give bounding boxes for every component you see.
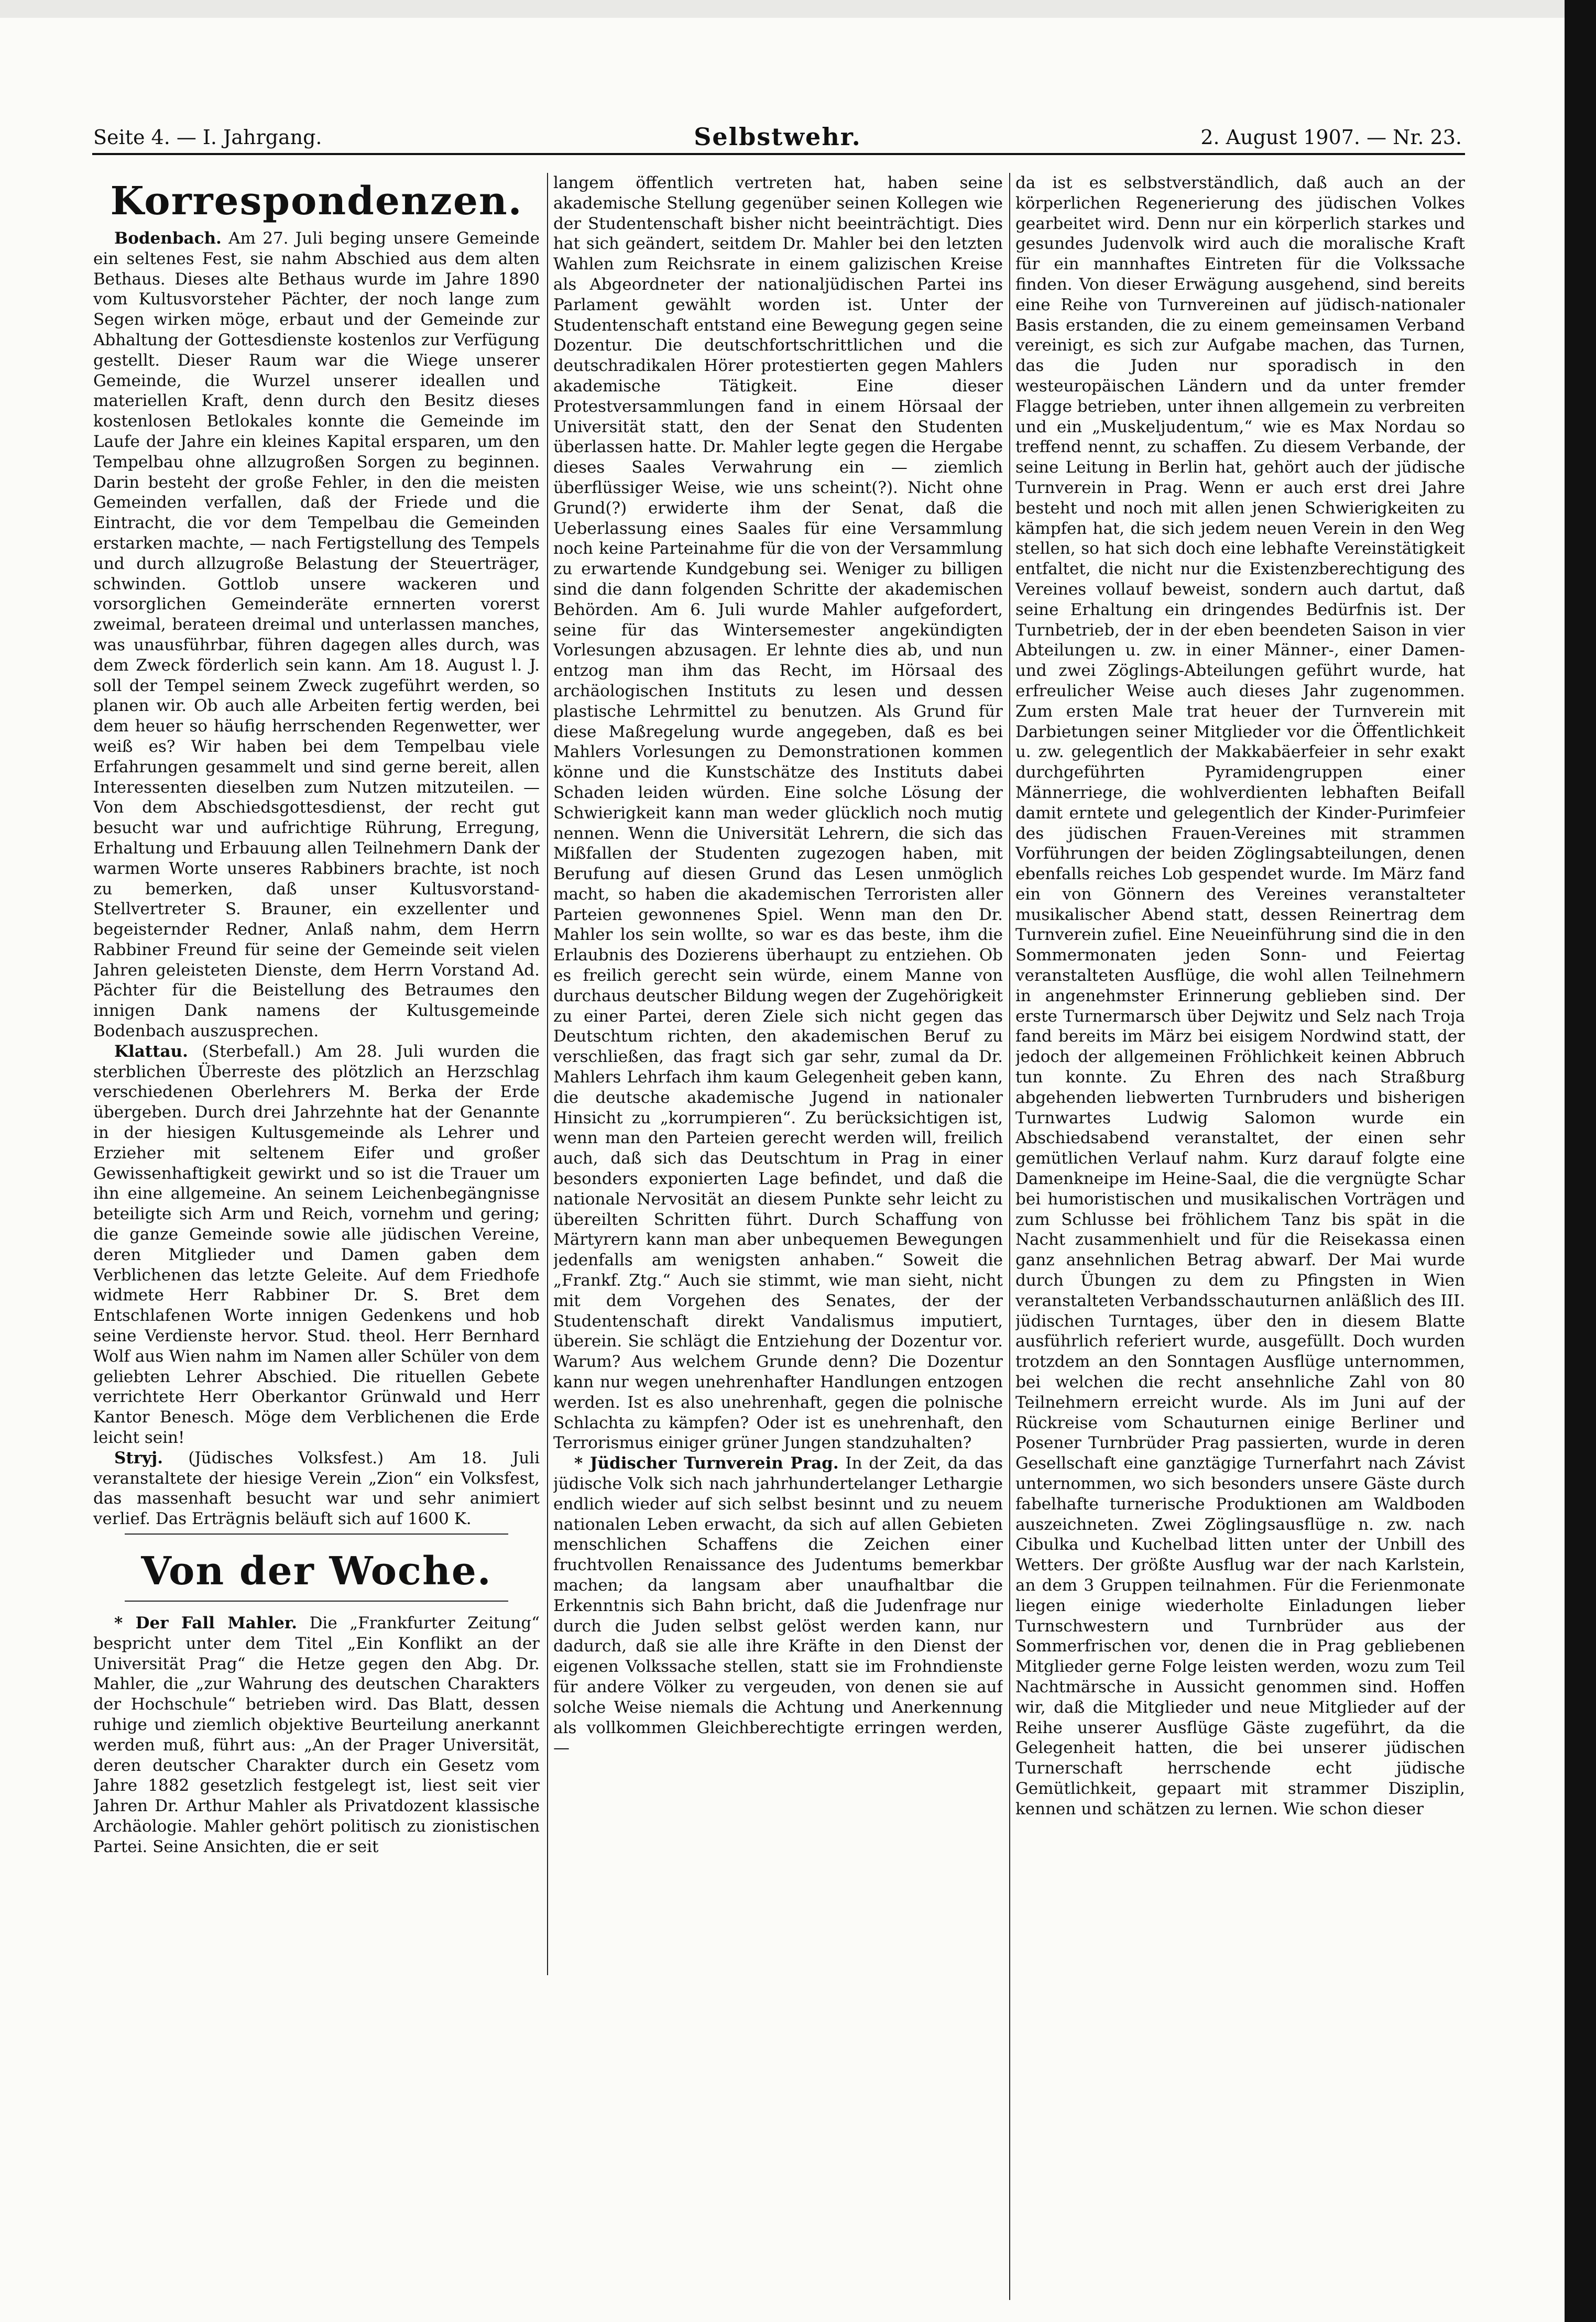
column-divider-1 [547, 173, 548, 1975]
article-turnverein-continued: da ist es selbstverständlich, daß auch an der körperlichen Regenerierung des jüdischen Volkes gearbeitet wird. Denn nur ein körperlich starkes und gesundes Judenvolk wird auch die moralische Kraft für ein mannhaftes Eintreten für die Volkssache finden. Von dieser Erwägung ausgehend, sind bereits eine Reihe von Turnvereinen auf jüdisch-nationaler Basis erstanden, die zu einem gemeinsamen Verband vereinigt, es sich zur Aufgabe machen, das Turnen, das die Juden nur sporadisch in den westeuropäischen Ländern und da unter fremder Flagge betrieben, unter ihnen allgemein zu verbreiten und ein „Muskeljudentum,“ wie es Max Nordau so treffend nennt, zu schaffen. Zu diesem Verbande, der seine Leitung in Berlin hat, gehört auch der jüdische Turnverein in Prag. Wenn er auch erst drei Jahre besteht und noch mit allen jenen Schwierigkeiten zu kämpfen hat, die sich jedem neuen Verein in den Weg stellen, so hat sich doch eine lebhafte Vereinstätigkeit entfaltet, die nicht nur die Existenzberechtigung des Vereines vollauf beweist, sondern auch dartut, daß seine Erhaltung ein dringendes Bedürfnis ist. Der Turnbetrieb, der in der eben beendeten Saison in vier Abteilungen u. zw. in einer Männer-, einer Damen- und zwei Zöglings-Abteilungen geführt wurde, hat erfreulicher Weise auch dieses Jahr zugenommen. Zum ersten Male trat heuer der Turnverein mit Darbietungen seiner Mitglieder vor die Öffentlichkeit u. zw. gelegentlich der Makkabäerfeier in sehr exakt durchgeführten Pyramidengruppen einer Männerriege, die wohlverdienten lebhaften Beifall damit erntete und gelegentlich der Kinder-Purimfeier des jüdischen Frauen-Vereines mit strammen Vorführungen der beiden Zöglingsabteilungen, denen ebenfalls reiches Lob gespendet wurde. Im März fand ein von Gönnern des Vereines veranstalteter musikalischer Abend statt, dessen Reinertrag dem Turnverein zufiel. Eine Neueinführung sind die in den Sommermonaten jeden Sonn- und Feiertag veranstalteten Ausflüge, die wohl allen Teilnehmern in angenehmster Erinnerung geblieben sind. Der erste Turnermarsch über Dejwitz und Selz nach Troja fand bereits im März bei eisigem Nordwind statt, der jedoch der allgemeinen Fröhlichkeit keinen Abbruch tun konnte. Zu Ehren des nach Straßburg abgehenden liebwerten Turnbruders und bisherigen Turnwartes Ludwig Salomon wurde ein Abschiedsabend veranstaltet, der einen sehr gemütlichen Verlauf nahm. Kurz darauf folgte eine Damenkneipe im Heine-Saal, die die vergnügte Schar bei humoristischen und musikalischen Vorträgen und zum Schlusse bei fröhlichem Tanz bis spät in die Nacht zusammenhielt und für die Reisekassa einen ganz ansehnlichen Betrag abwarf. Der Mai wurde durch Übungen zu dem zu Pfingsten in Wien veranstalteten Verbandsschauturnen anläßlich des III. jüdischen Turntages, über den in diesem Blatte ausführlich referiert wurde, ausgefüllt. Doch wurden trotzdem an den Sonntagen Ausflüge unternommen, bei welchen die recht ansehnliche Zahl von 80 Teilnehmern erreicht wurde. Als im Juni auf der Rückreise vom Schauturnen einige Berliner und Posener Turnbrüder Prag passierten, wurde in deren Gesellschaft eine ganztägige Turnerfahrt nach Závist unternommen, wo sich besonders unsere Gäste durch fabelhafte turnerische Produktionen am Waldboden auszeichneten. Zwei Zöglingsausflüge n. zw. nach Cibulka und Kuchelbad litten unter der Unbill des Wetters. Der größte Ausflug war der nach Karlstein, an dem 3 Gruppen teilnahmen. Für die Ferienmonate liegen einige wiederholte Einladungen lieber Turnschwestern und Turnbrüder aus der Sommerfrischen vor, denen die in Prag gebliebenen Mitglieder gerne Folge leisten werden, wozu zum Teil Nachtmärsche in Aussicht genommen sind. Hoffen wir, daß die Mitglieder und neue Mitglieder auf der Reihe unserer Ausflüge Gäste zugeführt, da die Gelegenheit hatten, die bei unserer jüdischen Turnerschaft herrschende echt jüdische Gemütlichkeit, gepaart mit strammer Disziplin, kennen und schätzen zu lernen. Wie schon dieser [1015, 173, 1465, 1819]
heading-turnverein: * Jüdischer Turnverein Prag. [574, 1454, 839, 1473]
section-title-korrespondenzen: Korrespondenzen. [110, 179, 523, 224]
article-bodenbach [93, 228, 540, 1042]
column-1 [93, 173, 540, 2310]
header-date-issue: 2. August 1907. — Nr. 23. [1200, 126, 1462, 149]
header-newspaper-title: Selbstwehr. [694, 123, 861, 151]
article-turnverein [553, 1453, 1003, 1758]
header-page-number: Seite 4. — I. Jahrgang. [93, 126, 322, 149]
heading-fall-mahler: * Der Fall Mahler. [114, 1614, 298, 1633]
klattau-text: (Sterbefall.) Am 28. Juli wurden die sterblichen Überreste des plötzlich an Herzschlag verschiedenen Oberlehrers M. Berka der Erde übergeben. Durch drei Jahrzehnte hat der Genannte in der hiesigen Kultusgemeinde als Lehrer und Erzieher mit seltenem Eifer und großer Gewissenhaftigkeit gewirkt und so ist die Trauer um ihn eine allgemeine. An seinem Leichenbegängnisse beteiligte sich Arm und Reich, vornehm und gering; die ganze Gemeinde sowie alle jüdischen Vereine, deren Mitglieder und Damen gaben dem Verblichenen das letzte Geleite. Auf dem Friedhofe widmete Herr Rabbiner Dr. S. Bret dem Entschlafenen Worte innigen Gedenkens und hob seine Verdienste hervor. Stud. theol. Herr Bernhard Wolf aus Wien nahm im Namen aller Schüler von dem geliebten Lehrer Abschied. Die rituellen Gebete verrichtete Herr Oberkantor Grünwald und Herr Kantor Benesch. Möge dem Verblichenen die Erde leicht sein! [93, 1042, 540, 1448]
section-divider [125, 1601, 508, 1602]
turnverein-text: In der Zeit, da das jüdische Volk sich nach jahrhundertelanger Lethargie endlich wieder auf sich selbst besinnt und zu neuem nationalen Leben erwacht, da sich auf allen Gebieten menschlichen Schaffens die Zeichen einer fruchtvollen Renaissance des Judentums bemerkbar machen; da langsam aber unaufhaltbar die Erkenntnis sich Bahn bricht, daß die Judenfrage nur durch die Juden selbst gelöst werden kann, nur dadurch, daß sie alle ihre Kräfte in den Dienst der eigenen Volkssache stellen, statt sie im Frohndienste für andere Völker zu vergeuden, von denen sie auf solche Weise niemals die Achtung und Anerkennung als vollkommen Gleichberechtigte erringen werden, — [553, 1454, 1003, 1758]
stryj-text: (Jüdisches Volksfest.) Am 18. Juli veranstaltete der hiesige Verein „Zion“ ein Volksfest, das massenhaft besucht war und sehr animiert verlief. Das Erträgnis beläuft sich auf 1600 K. [93, 1448, 540, 1529]
article-stryj [93, 1448, 540, 1529]
header-rule [92, 153, 1465, 155]
scan-right-edge [1565, 0, 1596, 2322]
section-title-von-der-woche: Von der Woche. [141, 1549, 492, 1594]
article-klattau [93, 1042, 540, 1448]
column-3 [1015, 173, 1465, 2310]
scan-top-margin [0, 0, 1596, 18]
article-fall-mahler-continued: langem öffentlich vertreten hat, haben seine akademische Stellung gegenüber seinen Kollegen wie der Studentenschaft bisher nicht beeinträchtigt. Dies hat sich geändert, seitdem Dr. Mahler bei den letzten Wahlen zum Reichsrate in einem galizischen Kreise als Abgeordneter der nationaljüdischen Partei ins Parlament gewählt worden ist. Unter der Studentenschaft entstand eine Bewegung gegen seine Dozentur. Die deutschfortschrittlichen und die deutschradikalen Hörer protestierten gegen Mahlers akademische Tätigkeit. Eine dieser Protestversammlungen fand in einem Hörsaal der Universität statt, den der Senat den Studenten überlassen hatte. Dr. Mahler legte gegen die Hergabe dieses Saales Verwahrung ein — ziemlich überflüssiger Weise, wie uns scheint(?). Nicht ohne Grund(?) erwiderte ihm der Senat, daß die Ueberlassung eines Saales für eine Versammlung noch keine Parteinahme für die von der Versammlung zu erwartende Kundgebung sei. Weniger zu billigen sind die dann folgenden Schritte der akademischen Behörden. Am 6. Juli wurde Mahler aufgefordert, seine für das Wintersemester angekündigten Vorlesungen abzusagen. Er lehnte dies ab, und nun entzog man ihm das Recht, im Hörsaal des archäologischen Instituts zu lesen und dessen plastische Lehrmittel zu benutzen. Als Grund für diese Maßregelung wurde angegeben, daß es bei Mahlers Vorlesungen zu Demonstrationen kommen könne und die Kunstschätze des Instituts dabei Schaden leiden würden. Eine solche Lösung der Schwierigkeit kann man weder glücklich noch mutig nennen. Wenn die Universität Lehrern, die sich das Mißfallen der Studenten zugezogen haben, mit Berufung auf diesen Grund das Lesen unmöglich macht, so haben die akademischen Terroristen aller Parteien gewonnenes Spiel. Wenn man den Dr. Mahler los sein wollte, so war es das beste, ihm die Erlaubnis des Dozierens überhaupt zu entziehen. Ob es freilich gerecht sein würde, einem Manne von durchaus deutscher Bildung wegen der Zugehörigkeit zu einer Partei, deren Ziele sich nicht gegen das Deutschtum richten, den akademischen Beruf zu verschließen, das fragt sich gar sehr, zumal da Dr. Mahlers Lehrfach ihm kaum Gelegenheit geben kann, die deutsche akademische Jugend in nationaler Hinsicht zu „korrumpieren“. Zu berücksichtigen ist, wenn man den Parteien gerecht werden will, freilich auch, daß sich das Deutschtum in Prag in einer besonders exponierten Lage befindet, und daß die nationale Nervosität an diesem Punkte sehr leicht zu übereilten Schritten führt. Durch Schaffung von Märtyrern kann man aber unbequemen Bewegungen jedenfalls am wenigsten anhaben.“ Soweit die „Frankf. Ztg.“ Auch sie stimmt, wie man sieht, nicht mit dem Vorgehen des Senates, der der Studentenschaft direkt Vandalismus imputiert, überein. Sie schlägt die Entziehung der Dozentur vor. Warum? Aus welchem Grunde denn? Die Dozentur kann nur wegen unehrenhafter Handlungen entzogen werden. Ist es also unehrenhaft, gegen die polnische Schlachta zu kämpfen? Oder ist es unehrenhaft, den Terrorismus einiger grüner Jungen standzuhalten? [553, 173, 1003, 1453]
section-divider [125, 1534, 508, 1535]
bodenbach-text: Am 27. Juli beging unsere Gemeinde ein seltenes Fest, sie nahm Abschied aus dem alten Bethaus. Dieses alte Bethaus wurde im Jahre 1890 vom Kultusvorsteher Pächter, der noch lange zum Segen wirken möge, erbaut und der Gemeinde zur Abhaltung der Gottesdienste kostenlos zur Verfügung gestellt. Dieser Raum war die Wiege unserer Gemeinde, die Wurzel unserer ideallen und materiellen Kraft, denn durch den Besitz dieses kostenlosen Betlokales konnte die Gemeinde im Laufe der Jahre ein kleines Kapital ersparen, um den Tempelbau ohne allzugroßen Sorgen zu beginnen. Darin besteht der große Fehler, in den die meisten Gemeinden verfallen, daß der Friede und die Eintracht, die vor dem Tempelbau die Gemeinden erstarken machte, — nach Fertigstellung des Tempels und durch allzugroße Belastung der Steuerträger, schwinden. Gottlob unsere wackeren und vorsorglichen Gemeinderäte ernnerten vorerst zweimal, berateen dreimal und unterlassen manches, was unausführbar, führen dagegen alles durch, was dem Zweck förderlich sein kann. Am 18. August l. J. soll der Tempel seinem Zweck zugeführt werden, so planen wir. Ob auch alle Arbeiten fertig werden, bei dem heuer so häufig herrschenden Regenwetter, wer weiß es? Wir haben bei dem Tempelbau viele Erfahrungen gesammelt und sind gerne bereit, allen Interessenten dieselben zum Nutzen mitzuteilen. — Von dem Abschiedsgottesdienst, der recht gut besucht war und aufrichtige Rührung, Erregung, Erhaltung und Erbauung allen Teilnehmern Dank der warmen Worte unseres Rabbiners brachte, ist noch zu bemerken, daß unser Kultusvorstand-Stellvertreter S. Brauner, ein exzellenter und begeisternder Redner, Anlaß nahm, dem Herrn Rabbiner Freund für seine der Gemeinde seit vielen Jahren geleisteten Dienste, dem Herrn Vorstand Ad. Pächter für die Beistellung des Betraumes den innigen Dank namens der Kultusgemeinde Bodenbach auszusprechen. [93, 229, 540, 1041]
place-stryj: Stryj. [114, 1448, 163, 1467]
place-bodenbach: Bodenbach. [114, 229, 222, 248]
fall-mahler-text: Die „Frankfurter Zeitung“ bespricht unter dem Titel „Ein Konflikt an der Universität Prag“ die Hetze gegen den Abg. Dr. Mahler, die „zur Wahrung des deutschen Charakters der Hochschule“ betrieben wird. Das Blatt, dessen ruhige und ziemlich objektive Beurteilung anerkannt werden muß, führt aus: „An der Prager Universität, deren deutscher Charakter durch ein Gesetz vom Jahre 1882 gesetzlich festgelegt ist, liest seit vier Jahren Dr. Arthur Mahler als Privatdozent klassische Archäologie. Mahler gehört politisch zu zionistischen Partei. Seine Ansichten, die er seit [93, 1614, 540, 1856]
column-divider-2 [1009, 173, 1010, 2300]
column-2 [553, 173, 1003, 2310]
place-klattau: Klattau. [114, 1042, 188, 1061]
article-fall-mahler [93, 1613, 540, 1857]
page-header [93, 123, 1462, 157]
